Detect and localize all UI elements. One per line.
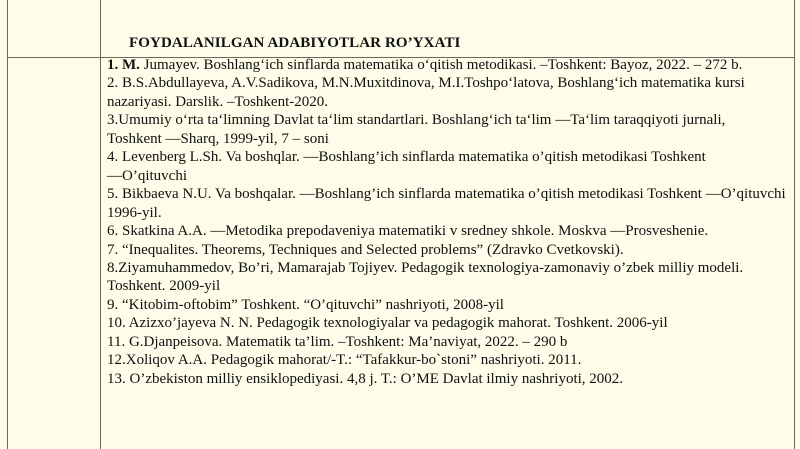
reference-text: 5. Bikbaeva N.U. Va boshqalar. ―Boshlang’ich sinflarda matematika o’qitish metodikasi Toshkent ―O’qituvchi 1996-yil.: [107, 186, 786, 221]
reference-item: [107, 185, 787, 222]
reference-text: 13. O’zbekiston milliy ensiklopediyasi. 4,8 j. T.: O’ME Davlat ilmiy nashriyoti, 2002.: [107, 370, 624, 387]
reference-lead: 1. M.: [107, 57, 140, 73]
reference-item: [107, 296, 787, 314]
reference-list: [107, 56, 787, 388]
reference-item: [107, 314, 787, 332]
reference-text: 11. G.Djanpeisova. Matematik ta’lim. –Toshkent: Ma’naviyat, 2022. – 290 b: [107, 333, 568, 350]
reference-item: [107, 148, 787, 185]
reference-item: [107, 222, 787, 240]
reference-text: 3.Umumiy o‘rta ta‘limning Davlat ta‘lim standartlari. Boshlang‘ich ta‘lim ―Ta‘lim taraqqiyoti jurnali, Toshkent ―Sharq, 1999-yil, 7 – soni: [107, 112, 752, 147]
reference-item: [107, 370, 787, 388]
reference-item: [107, 74, 787, 111]
reference-item: [107, 111, 787, 148]
table-border-left: [7, 0, 8, 449]
page-title: FOYDALANILGAN ADABIYOTLAR RO’YXATI: [129, 35, 461, 51]
reference-item: [107, 56, 787, 74]
reference-text: 10. Azizxo’jayeva N. N. Pedagogik texnologiyalar va pedagogik mahorat. Toshkent. 2006-yil: [107, 315, 668, 332]
reference-item: [107, 333, 787, 351]
reference-text: 6. Skatkina A.A. ―Metodika prepodaveniya matematiki v sredney shkole. Moskva ―Prosveshenie.: [107, 223, 709, 240]
reference-item: [107, 241, 787, 259]
reference-text: 7. “Inequalites. Theorems, Techniques and Selected problems” (Zdravko Cvetkovski).: [107, 241, 624, 258]
reference-item: [107, 351, 787, 369]
reference-text: 8.Ziyamuhammedov, Bo’ri, Mamarajab Tojiyev. Pedagogik texnologiya-zamonaviy o’zbek milliy modeli. Toshkent. 2009-yil: [107, 259, 744, 295]
reference-text: Jumayev. Boshlang‘ich sinflarda matematika o‘qitish metodikasi. –Toshkent: Bayoz, 2022. – 272 b.: [139, 57, 743, 73]
reference-text: 2. B.S.Abdullayeva, A.V.Sadikova, M.N.Muxitdinova, M.I.Toshpo‘latova, Boshlang‘ich matematika kursi nazariyasi. Darslik. –Toshkent-2020.: [107, 75, 745, 110]
reference-text: 9. “Kitobim-oftobim” Toshkent. “O’qituvchi” nashriyoti, 2008-yil: [107, 296, 504, 313]
reference-text: 12.Xoliqov A.A. Pedagogik mahorat/-T.: “Tafakkur-bo`stoni” nashriyoti. 2011.: [107, 352, 582, 369]
table-column-divider: [100, 0, 101, 449]
reference-item: [107, 259, 787, 296]
reference-text: 4. Levenberg L.Sh. Va boshqlar. ―Boshlang’ich sinflarda matematika o’qitish metodikasi Toshkent ―O’qituvchi: [107, 149, 706, 184]
table-border-right: [794, 0, 795, 449]
